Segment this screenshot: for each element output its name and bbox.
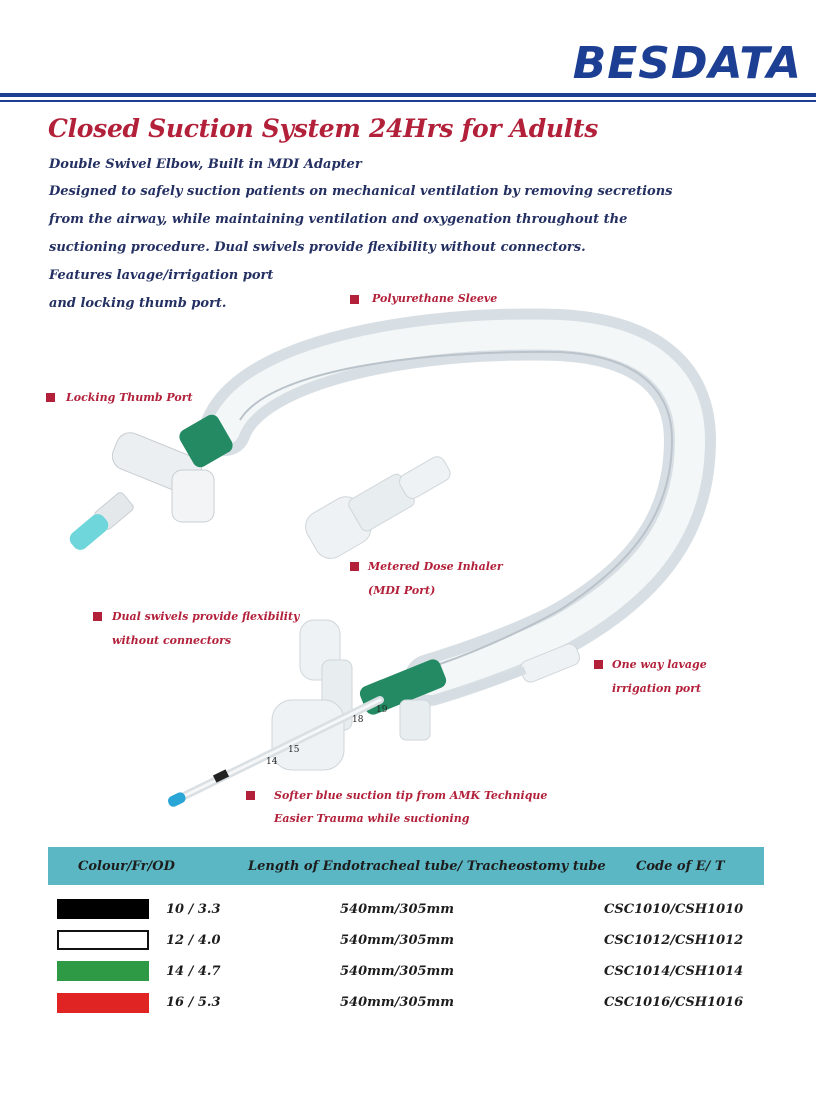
table-cell-length: 540mm/305mm	[340, 964, 455, 979]
callout-swivels-line2: without connectors	[112, 634, 232, 647]
callout-mdi-line2: (MDI Port)	[368, 584, 436, 597]
callout-tip-line1: Softer blue suction tip from AMK Technique	[274, 789, 548, 802]
callout-bullet	[594, 660, 603, 669]
table-cell-size: 12 / 4.0	[166, 933, 221, 948]
table-cell-length: 540mm/305mm	[340, 995, 455, 1010]
callout-lavage-line1: One way lavage	[612, 658, 707, 671]
description-line-3: from the airway, while maintaining ventilation and oxygenation throughout the	[49, 212, 628, 227]
callout-bullet	[46, 393, 55, 402]
description-line-5: Features lavage/irrigation port	[49, 268, 274, 283]
colour-swatch-white	[57, 930, 149, 950]
table-cell-size: 16 / 5.3	[166, 995, 221, 1010]
description-line-6: and locking thumb port.	[49, 296, 227, 311]
column-header-colour: Colour/Fr/OD	[78, 859, 175, 874]
description-line-1: Double Swivel Elbow, Built in MDI Adapter	[49, 157, 362, 172]
column-header-length: Length of Endotracheal tube/ Tracheostomy tube	[248, 859, 606, 874]
table-cell-code: CSC1012/CSH1012	[604, 933, 744, 948]
colour-swatch-green	[57, 961, 149, 981]
column-header-code: Code of E/ T	[636, 859, 725, 874]
mdi-port	[300, 443, 459, 564]
table-cell-size: 14 / 4.7	[166, 964, 221, 979]
description-line-2: Designed to safely suction patients on mechanical ventilation by removing secretions	[49, 184, 673, 199]
table-cell-length: 540mm/305mm	[340, 902, 455, 917]
callout-bullet	[350, 562, 359, 571]
callout-locking-thumb-port: Locking Thumb Port	[66, 391, 193, 404]
colour-swatch-black	[57, 899, 149, 919]
callout-mdi-line1: Metered Dose Inhaler	[368, 560, 503, 573]
header-rule-thin	[0, 100, 816, 102]
table-cell-code: CSC1016/CSH1016	[604, 995, 744, 1010]
table-cell-code: CSC1010/CSH1010	[604, 902, 744, 917]
colour-swatch-red	[57, 993, 149, 1013]
description-line-4: suctioning procedure. Dual swivels provide flexibility without connectors.	[49, 240, 586, 255]
callout-bullet	[246, 791, 255, 800]
page-title: Closed Suction System 24Hrs for Adults	[48, 114, 598, 143]
callout-bullet	[93, 612, 102, 621]
callout-tip-line2: Easier Trauma while suctioning	[274, 812, 470, 825]
table-cell-size: 10 / 3.3	[166, 902, 221, 917]
header-rule	[0, 93, 816, 97]
table-cell-length: 540mm/305mm	[340, 933, 455, 948]
brand-logo: BESDATA	[572, 38, 802, 89]
callout-polyurethane-sleeve: Polyurethane Sleeve	[372, 292, 498, 305]
tube-marking: 18	[352, 715, 364, 725]
callout-lavage-line2: irrigation port	[612, 682, 702, 695]
callout-swivels-line1: Dual swivels provide flexibility	[112, 610, 300, 623]
table-cell-code: CSC1014/CSH1014	[604, 964, 744, 979]
tube-marking: 19	[376, 705, 388, 715]
callout-bullet	[350, 295, 359, 304]
tube-marking: 14	[266, 757, 278, 767]
tube-marking: 15	[288, 745, 300, 755]
